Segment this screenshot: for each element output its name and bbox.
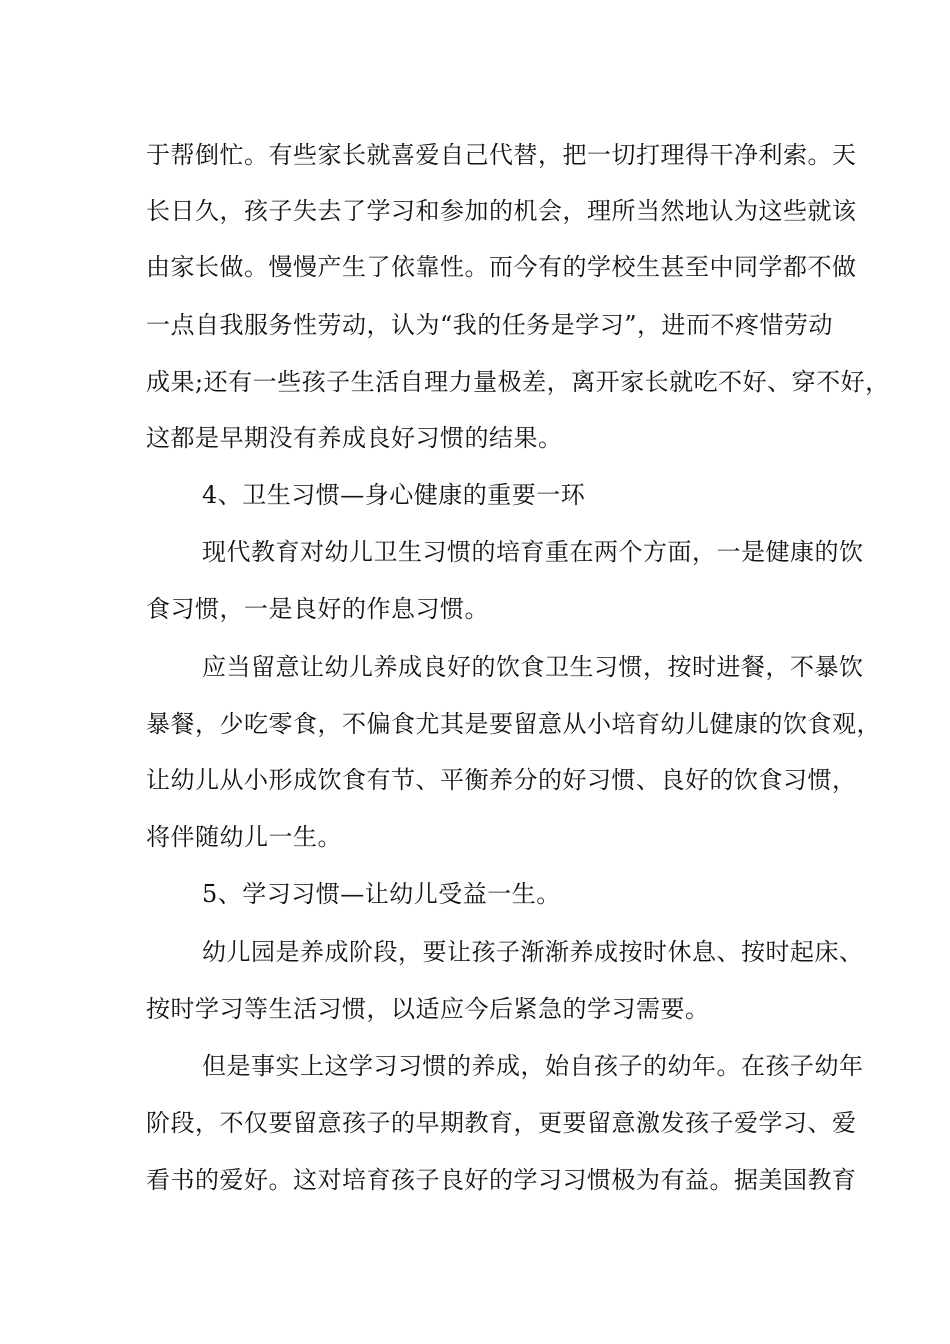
text-line: 现代教育对幼儿卫生习惯的培育重在两个方面，一是健康的饮 bbox=[202, 538, 864, 566]
text-line: 幼儿园是养成阶段，要让孩子渐渐养成按时休息、按时起床、 bbox=[202, 938, 864, 966]
text-line: 按时学习等生活习惯，以适应今后紧急的学习需要。 bbox=[146, 995, 710, 1023]
text-line: 暴餐，少吃零食，不偏食尤其是要留意从小培育幼儿健康的饮食观， bbox=[146, 710, 881, 738]
text-line: 阶段，不仅要留意孩子的早期教育，更要留意激发孩子爱学习、爱 bbox=[146, 1109, 857, 1137]
text-line: 但是事实上这学习习惯的养成，始自孩子的幼年。在孩子幼年 bbox=[202, 1052, 864, 1080]
text-line: 成果;还有一些孩子生活自理力量极差，离开家长就吃不好、穿不好， bbox=[146, 368, 890, 396]
text-line: 让幼儿从小形成饮食有节、平衡养分的好习惯、良好的饮食习惯， bbox=[146, 766, 857, 794]
text-line: 一点自我服务性劳动，认为“我的任务是学习”，进而不疼惜劳动 bbox=[146, 311, 834, 339]
text-line: 这都是早期没有养成良好习惯的结果。 bbox=[146, 424, 563, 452]
text-line: 将伴随幼儿一生。 bbox=[146, 823, 342, 851]
text-line: 看书的爱好。这对培育孩子良好的学习习惯极为有益。据美国教育 bbox=[146, 1166, 857, 1194]
text-line: 长日久，孩子失去了学习和参加的机会，理所当然地认为这些就该 bbox=[146, 197, 857, 225]
section-heading: 4、卫生习惯—身心健康的重要一环 bbox=[202, 481, 586, 509]
text-line: 于帮倒忙。有些家长就喜爱自己代替，把一切打理得干净利索。天 bbox=[146, 141, 857, 169]
text-line: 食习惯，一是良好的作息习惯。 bbox=[146, 595, 489, 623]
text-line: 应当留意让幼儿养成良好的饮食卫生习惯，按时进餐，不暴饮 bbox=[202, 653, 864, 681]
text-line: 由家长做。慢慢产生了依靠性。而今有的学校生甚至中同学都不做 bbox=[146, 253, 857, 281]
section-heading: 5、学习习惯—让幼儿受益一生。 bbox=[202, 880, 561, 908]
